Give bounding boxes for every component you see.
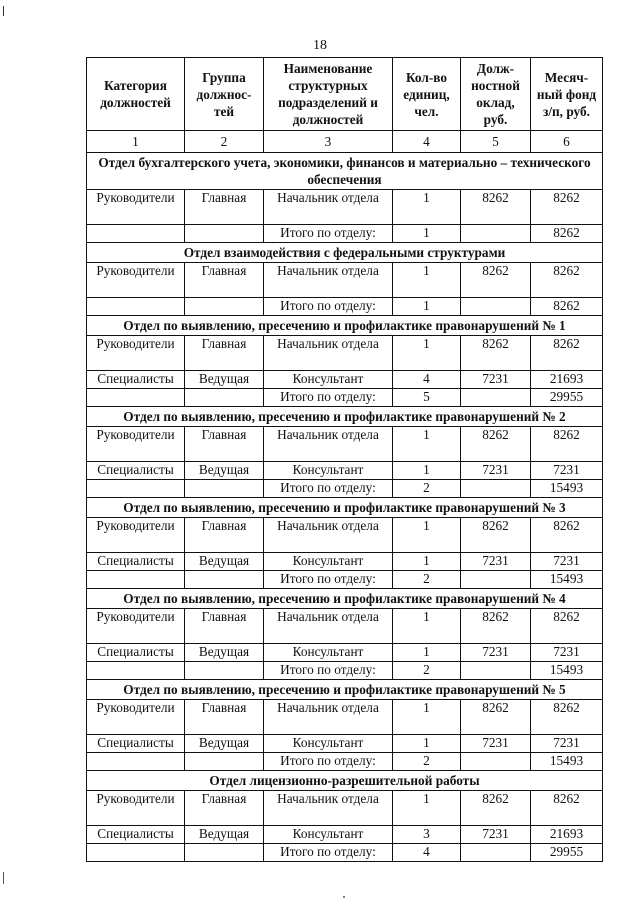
- cell-count: 1: [393, 700, 461, 735]
- cell-salary: 7231: [461, 371, 531, 389]
- table-row: [87, 427, 603, 462]
- total-label: Итого по отделу:: [264, 480, 393, 498]
- cell-salary: 8262: [461, 518, 531, 553]
- cell-position: Консультант: [264, 462, 393, 480]
- table-row: [87, 553, 603, 571]
- cell-fund: 21693: [531, 826, 603, 844]
- cell-group: Главная: [185, 336, 264, 371]
- cell-empty: [87, 844, 185, 862]
- total-fund: 15493: [531, 753, 603, 771]
- column-number: 3: [264, 131, 393, 153]
- column-number: 2: [185, 131, 264, 153]
- table-row: [87, 263, 603, 298]
- cell-fund: 7231: [531, 735, 603, 753]
- total-label: Итого по отделу:: [264, 298, 393, 316]
- cell-category: Руководители: [87, 427, 185, 462]
- cell-group: Главная: [185, 518, 264, 553]
- cell-position: Начальник отдела: [264, 336, 393, 371]
- table-row: [87, 826, 603, 844]
- total-row: [87, 753, 603, 771]
- cell-empty: [87, 480, 185, 498]
- total-count: 5: [393, 389, 461, 407]
- cell-fund: 8262: [531, 336, 603, 371]
- section-title: Отдел взаимодействия с федеральными структурами: [87, 243, 603, 263]
- cell-count: 1: [393, 553, 461, 571]
- column-number: 1: [87, 131, 185, 153]
- total-label: Итого по отделу:: [264, 753, 393, 771]
- cell-fund: 8262: [531, 700, 603, 735]
- total-row: [87, 389, 603, 407]
- total-label: Итого по отделу:: [264, 571, 393, 589]
- cell-empty: [87, 662, 185, 680]
- cell-category: Руководители: [87, 336, 185, 371]
- cell-category: Специалисты: [87, 644, 185, 662]
- cell-position: Консультант: [264, 826, 393, 844]
- total-count: 2: [393, 662, 461, 680]
- total-row: [87, 662, 603, 680]
- cell-fund: 8262: [531, 609, 603, 644]
- table-row: [87, 190, 603, 225]
- cell-position: Начальник отдела: [264, 518, 393, 553]
- cell-empty: [461, 225, 531, 243]
- cell-empty: [185, 844, 264, 862]
- cell-count: 1: [393, 791, 461, 826]
- cell-empty: [185, 480, 264, 498]
- cell-count: 1: [393, 735, 461, 753]
- header-fund: Месяч-ный фонд з/п, руб.: [531, 58, 603, 131]
- scan-edge-mark: [3, 6, 4, 16]
- total-count: 4: [393, 844, 461, 862]
- cell-position: Начальник отдела: [264, 263, 393, 298]
- section-title-row: [87, 498, 603, 518]
- cell-position: Консультант: [264, 644, 393, 662]
- section-title-row: [87, 316, 603, 336]
- page-number: 18: [313, 38, 327, 53]
- cell-empty: [185, 571, 264, 589]
- section-title: Отдел по выявлению, пресечению и профилактике правонарушений № 1: [87, 316, 603, 336]
- table-row: [87, 700, 603, 735]
- section-title: Отдел по выявлению, пресечению и профилактике правонарушений № 4: [87, 589, 603, 609]
- cell-group: Ведущая: [185, 553, 264, 571]
- cell-position: Начальник отдела: [264, 190, 393, 225]
- cell-fund: 8262: [531, 190, 603, 225]
- cell-group: Ведущая: [185, 644, 264, 662]
- cell-category: Специалисты: [87, 553, 185, 571]
- cell-salary: 7231: [461, 553, 531, 571]
- cell-empty: [87, 389, 185, 407]
- cell-count: 1: [393, 190, 461, 225]
- cell-group: Ведущая: [185, 462, 264, 480]
- cell-salary: 8262: [461, 190, 531, 225]
- table-row: [87, 518, 603, 553]
- cell-count: 1: [393, 462, 461, 480]
- cell-fund: 7231: [531, 644, 603, 662]
- section-title: Отдел лицензионно-разрешительной работы: [87, 771, 603, 791]
- table-header-row: [87, 58, 603, 131]
- cell-empty: [185, 753, 264, 771]
- cell-salary: 8262: [461, 700, 531, 735]
- cell-empty: [461, 480, 531, 498]
- cell-salary: 7231: [461, 826, 531, 844]
- section-title-row: [87, 680, 603, 700]
- total-count: 2: [393, 571, 461, 589]
- section-title: Отдел по выявлению, пресечению и профилактике правонарушений № 5: [87, 680, 603, 700]
- cell-count: 1: [393, 609, 461, 644]
- scan-edge-mark: [3, 872, 4, 884]
- total-row: [87, 844, 603, 862]
- total-fund: 29955: [531, 844, 603, 862]
- cell-group: Ведущая: [185, 735, 264, 753]
- cell-position: Консультант: [264, 371, 393, 389]
- cell-category: Руководители: [87, 190, 185, 225]
- cell-group: Главная: [185, 700, 264, 735]
- total-label: Итого по отделу:: [264, 844, 393, 862]
- section-title-row: [87, 243, 603, 263]
- total-fund: 15493: [531, 571, 603, 589]
- cell-fund: 7231: [531, 553, 603, 571]
- cell-salary: 7231: [461, 735, 531, 753]
- column-number-row: [87, 131, 603, 153]
- cell-empty: [461, 298, 531, 316]
- cell-count: 1: [393, 518, 461, 553]
- cell-position: Начальник отдела: [264, 427, 393, 462]
- cell-position: Начальник отдела: [264, 791, 393, 826]
- cell-salary: 8262: [461, 427, 531, 462]
- section-title-row: [87, 407, 603, 427]
- header-name: Наименование структурных подразделений и должностей: [264, 58, 393, 131]
- cell-count: 4: [393, 371, 461, 389]
- cell-salary: 7231: [461, 462, 531, 480]
- total-fund: 8262: [531, 298, 603, 316]
- staffing-table: [86, 57, 603, 862]
- cell-empty: [87, 571, 185, 589]
- section-title-row: [87, 589, 603, 609]
- cell-fund: 8262: [531, 518, 603, 553]
- table-row: [87, 644, 603, 662]
- cell-empty: [461, 389, 531, 407]
- cell-position: Консультант: [264, 553, 393, 571]
- cell-count: 1: [393, 644, 461, 662]
- cell-category: Руководители: [87, 518, 185, 553]
- cell-category: Специалисты: [87, 371, 185, 389]
- cell-empty: [461, 844, 531, 862]
- cell-category: Руководители: [87, 609, 185, 644]
- cell-salary: 8262: [461, 336, 531, 371]
- total-fund: 15493: [531, 662, 603, 680]
- table-row: [87, 609, 603, 644]
- total-row: [87, 225, 603, 243]
- cell-empty: [185, 389, 264, 407]
- section-title: Отдел по выявлению, пресечению и профилактике правонарушений № 3: [87, 498, 603, 518]
- total-label: Итого по отделу:: [264, 662, 393, 680]
- cell-count: 1: [393, 427, 461, 462]
- total-count: 2: [393, 753, 461, 771]
- total-label: Итого по отделу:: [264, 225, 393, 243]
- total-count: 1: [393, 225, 461, 243]
- cell-fund: 7231: [531, 462, 603, 480]
- cell-category: Специалисты: [87, 735, 185, 753]
- header-category: Категория должностей: [87, 58, 185, 131]
- cell-count: 3: [393, 826, 461, 844]
- cell-group: Главная: [185, 263, 264, 298]
- cell-empty: [461, 753, 531, 771]
- cell-category: Специалисты: [87, 462, 185, 480]
- cell-empty: [461, 571, 531, 589]
- cell-count: 1: [393, 336, 461, 371]
- cell-group: Главная: [185, 791, 264, 826]
- cell-salary: 8262: [461, 791, 531, 826]
- total-count: 2: [393, 480, 461, 498]
- section-title: Отдел бухгалтерского учета, экономики, финансов и материально – технического обеспечения: [87, 153, 603, 190]
- cell-category: Руководители: [87, 700, 185, 735]
- table-row: [87, 336, 603, 371]
- header-salary: Долж-ностной оклад, руб.: [461, 58, 531, 131]
- section-title: Отдел по выявлению, пресечению и профилактике правонарушений № 2: [87, 407, 603, 427]
- column-number: 4: [393, 131, 461, 153]
- total-fund: 8262: [531, 225, 603, 243]
- total-fund: 29955: [531, 389, 603, 407]
- total-label: Итого по отделу:: [264, 389, 393, 407]
- cell-position: Консультант: [264, 735, 393, 753]
- cell-empty: [185, 298, 264, 316]
- total-count: 1: [393, 298, 461, 316]
- cell-position: Начальник отдела: [264, 609, 393, 644]
- section-title-row: [87, 153, 603, 190]
- cell-group: Главная: [185, 609, 264, 644]
- cell-category: Руководители: [87, 791, 185, 826]
- total-fund: 15493: [531, 480, 603, 498]
- cell-fund: 8262: [531, 791, 603, 826]
- table-row: [87, 371, 603, 389]
- table-row: [87, 462, 603, 480]
- column-number: 6: [531, 131, 603, 153]
- cell-category: Руководители: [87, 263, 185, 298]
- cell-category: Специалисты: [87, 826, 185, 844]
- cell-empty: [185, 225, 264, 243]
- cell-empty: [87, 298, 185, 316]
- header-count: Кол-во единиц, чел.: [393, 58, 461, 131]
- cell-fund: 8262: [531, 427, 603, 462]
- scan-speck: [343, 896, 345, 898]
- cell-group: Главная: [185, 190, 264, 225]
- cell-fund: 21693: [531, 371, 603, 389]
- header-group: Группа должнос-тей: [185, 58, 264, 131]
- table-row: [87, 735, 603, 753]
- cell-empty: [185, 662, 264, 680]
- total-row: [87, 480, 603, 498]
- cell-fund: 8262: [531, 263, 603, 298]
- cell-salary: 7231: [461, 644, 531, 662]
- cell-position: Начальник отдела: [264, 700, 393, 735]
- total-row: [87, 298, 603, 316]
- cell-salary: 8262: [461, 263, 531, 298]
- cell-group: Ведущая: [185, 826, 264, 844]
- total-row: [87, 571, 603, 589]
- table-row: [87, 791, 603, 826]
- cell-empty: [461, 662, 531, 680]
- cell-empty: [87, 753, 185, 771]
- cell-empty: [87, 225, 185, 243]
- column-number: 5: [461, 131, 531, 153]
- cell-group: Главная: [185, 427, 264, 462]
- cell-salary: 8262: [461, 609, 531, 644]
- section-title-row: [87, 771, 603, 791]
- cell-count: 1: [393, 263, 461, 298]
- cell-group: Ведущая: [185, 371, 264, 389]
